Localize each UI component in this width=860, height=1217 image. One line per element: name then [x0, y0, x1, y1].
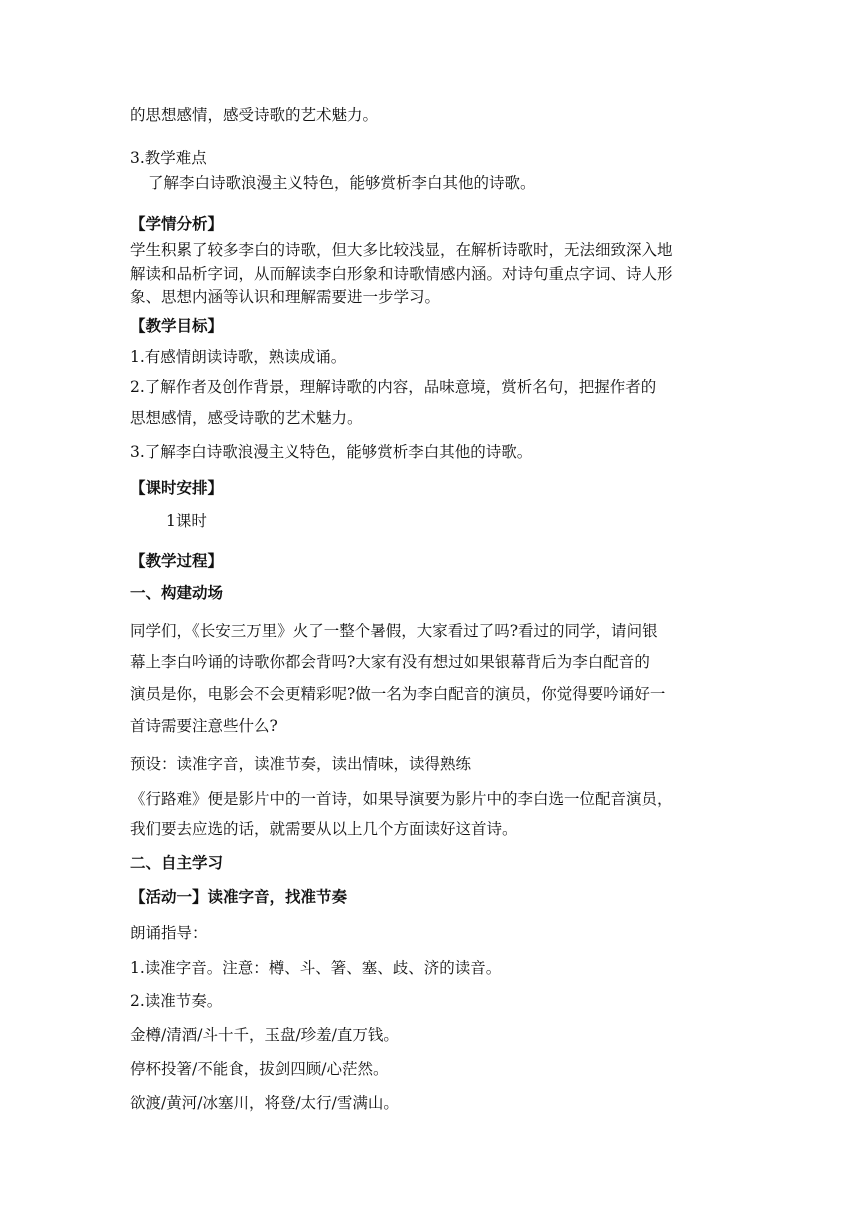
paragraph-line: 《行路难》便是影片中的一首诗，如果导演要为影片中的李白选一位配音演员， — [130, 790, 673, 808]
paragraph-line: 朗诵指导： — [130, 924, 208, 942]
list-item: 1.读准字音。注意：樽、斗、箸、塞、歧、济的读音。 — [130, 959, 502, 977]
list-item: 2.了解作者及创作背景，理解诗歌的内容，品味意境，赏析名句，把握作者的 — [130, 378, 657, 396]
section-heading: 【课时安排】 — [130, 478, 224, 497]
section-heading: 【教学目标】 — [130, 316, 224, 335]
section-heading: 【教学过程】 — [130, 551, 224, 570]
paragraph-line: 我们要去应选的话，就需要从以上几个方面读好这首诗。 — [130, 820, 518, 838]
paragraph-line: 学生积累了较多李白的诗歌，但大多比较浅显，在解析诗歌时，无法细致深入地 — [130, 241, 673, 259]
subsection-heading: 二、自主学习 — [130, 853, 224, 872]
paragraph-line: 首诗需要注意些什么? — [130, 717, 278, 735]
section-heading: 【学情分析】 — [130, 214, 224, 233]
paragraph-line: 同学们，《长安三万里》火了一整个暑假，大家看过了吗?看过的同学，请问银 — [130, 622, 658, 640]
paragraph-line: 解读和品析字词，从而解读李白形象和诗歌情感内涵。对诗句重点字词、诗人形 — [130, 265, 673, 283]
paragraph-line: 1课时 — [166, 512, 207, 530]
list-item: 2.读准节奏。 — [130, 992, 223, 1010]
paragraph-line: 了解李白诗歌浪漫主义特色，能够赏析李白其他的诗歌。 — [148, 174, 536, 192]
paragraph-line: 演员是你，电影会不会更精彩呢?做一名为李白配音的演员，你觉得要吟诵好一 — [130, 685, 666, 703]
list-item: 3.了解李白诗歌浪漫主义特色，能够赏析李白其他的诗歌。 — [130, 443, 533, 461]
list-item: 1.有感情朗读诗歌，熟读成诵。 — [130, 348, 347, 366]
paragraph-line: 预设：读准字音，读准节奏，读出情味，读得熟练 — [130, 755, 472, 773]
paragraph-line: 思想感情，感受诗歌的艺术魅力。 — [130, 409, 363, 427]
poem-line: 停杯投箸/不能食，拔剑四顾/心茫然。 — [130, 1060, 389, 1078]
subsection-heading: 一、构建动场 — [130, 583, 224, 602]
activity-heading: 【活动一】读准字音，找准节奏 — [130, 887, 348, 906]
paragraph-line: 的思想感情，感受诗歌的艺术魅力。 — [130, 106, 379, 124]
paragraph-line: 幕上李白吟诵的诗歌你都会背吗?大家有没有想过如果银幕背后为李白配音的 — [130, 653, 650, 671]
poem-line: 欲渡/黄河/冰塞川，将登/太行/雪满山。 — [130, 1094, 399, 1112]
subsection-heading: 3.教学难点 — [130, 149, 207, 167]
poem-line: 金樽/清酒/斗十千，玉盘/珍羞/直万钱。 — [130, 1026, 399, 1044]
paragraph-line: 象、思想内涵等认识和理解需要进一步学习。 — [130, 288, 441, 306]
